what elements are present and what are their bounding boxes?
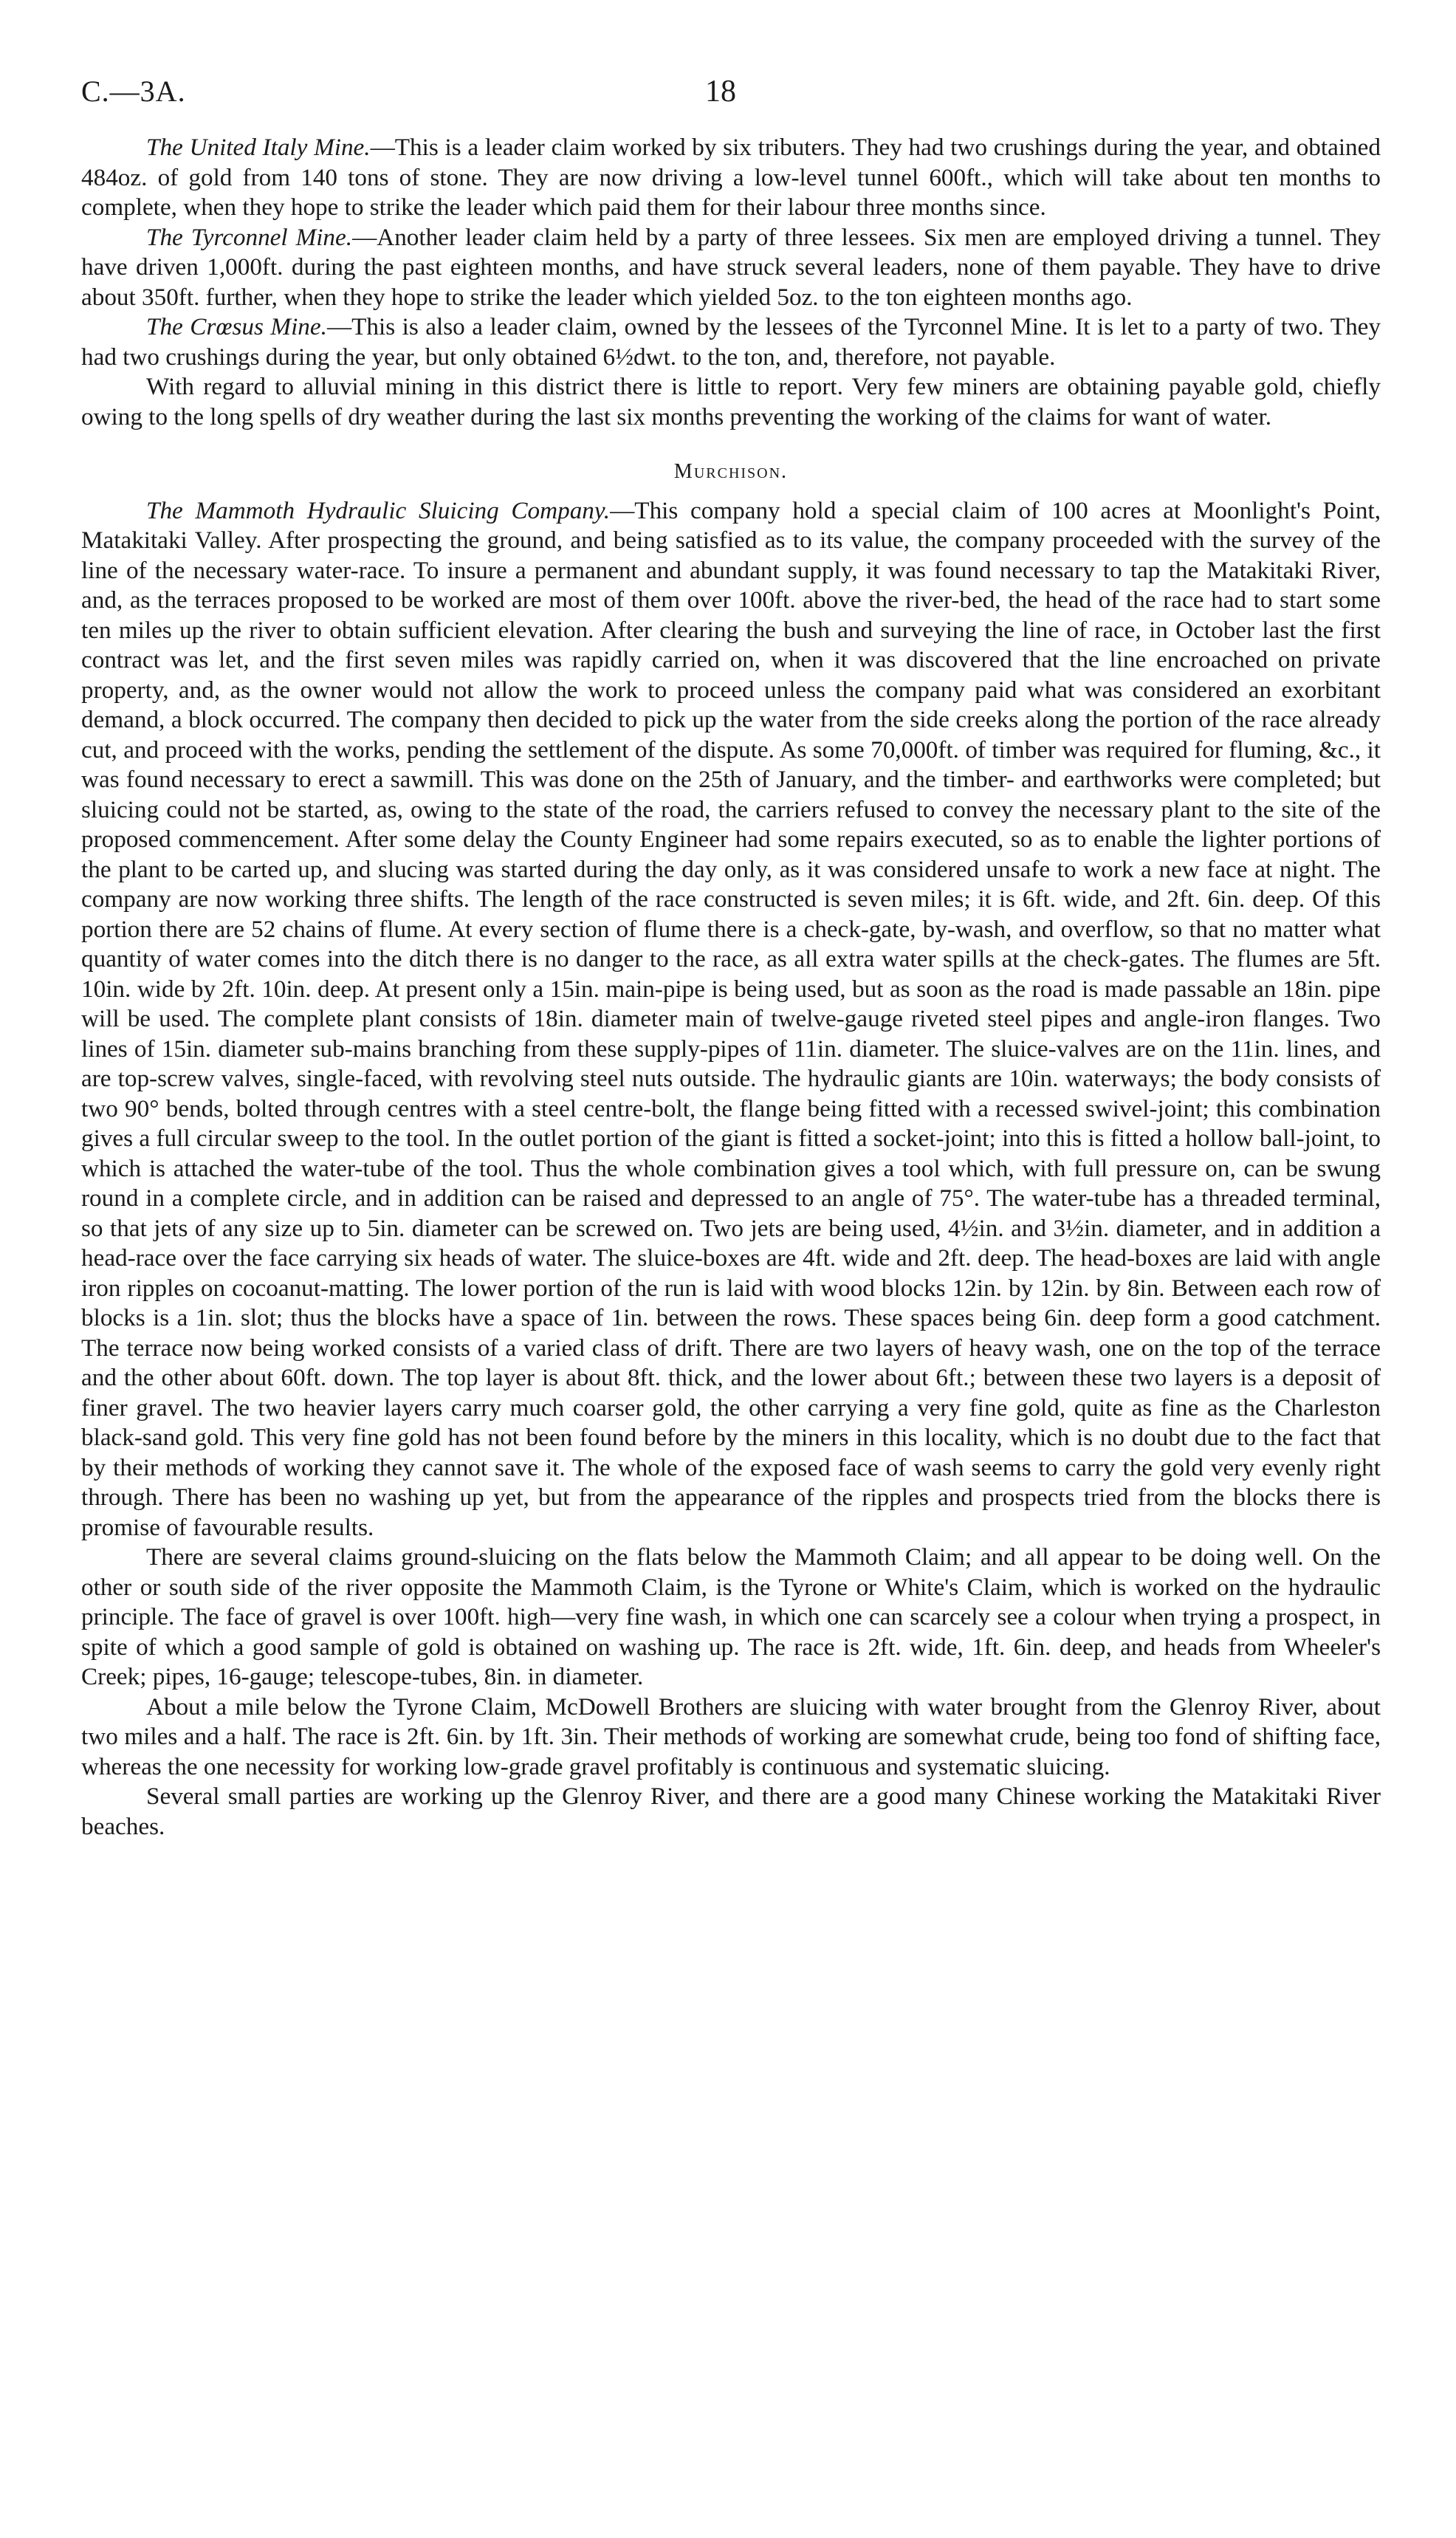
paragraph-text: About a mile below the Tyrone Claim, McDowell Brothers are sluicing with water brought from the Glenroy River, about two miles and a half. The race is 2ft. 6in. by 1ft. 3in. Their methods of working are somewhat crude, being too fond of shifting face, whereas the one necessity for working low-grade gravel profitably is continuous and systematic sluicing. [81,1692,1381,1780]
paragraph-lead: The Crœsus Mine. [146,313,327,340]
paragraph-text: —Another leader claim held by a party of three lessees. Six men are employed driving a tunnel. They have driven 1,000ft. during the past eighteen months, and have struck several leaders, none of them payable. They have to drive about 350ft. further, when they hope to strike the leader which yielded 5oz. to the ton eighteen months ago. [81,223,1381,311]
paragraph-text: With regard to alluvial mining in this district there is little to report. Very few miners are obtaining payable gold, chiefly owing to the long spells of dry weather during the last six months preventing the working of the claims for want of water. [81,373,1381,431]
paragraph-lead: The United Italy Mine. [146,134,371,161]
section-heading-murchison: Murchison. [673,460,789,483]
paragraph-mcdowell-brothers [81,1692,1381,1783]
paragraph-croesus-mine [81,312,1381,372]
document-page [81,74,1381,1842]
document-reference: C.—3A. [81,75,186,108]
page-header [81,74,1381,133]
paragraph-text: There are several claims ground-sluicing on the flats below the Mammoth Claim; and all appear to be doing well. On the other or south side of the river opposite the Mammoth Claim, is the Tyrone or White's Claim, which is worked on the hydraulic principle. The face of gravel is over 100ft. high—very fine wash, in which one can scarcely see a colour when trying a prospect, in spite of which a good sample of gold is obtained on washing up. The race is 2ft. wide, 1ft. 6in. deep, and heads from Wheeler's Creek; pipes, 16-gauge; telescope-tubes, 8in. in diameter. [81,1543,1381,1690]
paragraph-lead: The Mammoth Hydraulic Sluicing Company. [146,496,611,524]
page-number: 18 [705,75,736,109]
paragraph-text: —This company hold a special claim of 100 acres at Moonlight's Point, Matakitaki Valley. After prospecting the ground, and being satisfied as to its value, the company proceeded with the survey of the line of the necessary water-race. To insure a permanent and abundant supply, it was found necessary to tap the Matakitaki River, and, as the terraces proposed to be worked are most of them over 100ft. above the river-bed, the head of the race had to start some ten miles up the river to obtain sufficient elevation. After clearing the bush and surveying the line of race, in October last the first contract was let, and the first seven miles was rapidly carried on, when it was discovered that the line encroached on private property, and, as the owner would not allow the work to proceed unless the company paid what was considered an exorbitant demand, a block occurred. The company then decided to pick up the water from the side creeks along the portion of the race already cut, and proceed with the works, pending the settlement of the dispute. As some 70,000ft. of timber was required for fluming, &c., it was found necessary to erect a sawmill. This was done on the 25th of January, and the timber- and earthworks were completed; but sluicing could not be started, as, owing to the state of the road, the carriers refused to convey the necessary plant to the site of the proposed commencement. After some delay the County Engineer had some repairs executed, so as to enable the lighter portions of the plant to be carted up, and slucing was started during the day only, as it was considered unsafe to work a new face at night. The company are now working three shifts. The length of the race constructed is seven miles; it is 6ft. wide, and 2ft. 6in. deep. Of this portion there are 52 chains of flume. At every section of flume there is a check-gate, by-wash, and overflow, so that no matter what quantity of water comes into the ditch there is no danger to the race, as all extra water spills at the check-gates. The flumes are 5ft. 10in. wide by 2ft. 10in. deep. At present only a 15in. main-pipe is being used, but as soon as the road is made passable an 18in. pipe will be used. The complete plant consists of 18in. diameter main of twelve-gauge riveted steel pipes and angle-iron flanges. Two lines of 15in. diameter sub-mains branching from these supply-pipes of 11in. diameter. The sluice-valves are on the 11in. lines, and are top-screw valves, single-faced, with revolving steel nuts outside. The hydraulic giants are 10in. waterways; the body consists of two 90° bends, bolted through centres with a steel centre-bolt, the flange being fitted with a recessed swivel-joint; this combination gives a full circular sweep to the tool. In the outlet portion of the giant is fitted a socket-joint; into this is fitted a hollow ball-joint, to which is attached the water-tube of the tool. Thus the whole combination gives a tool which, with full pressure on, can be swung round in a complete circle, and in addition can be raised and depressed to an angle of 75°. The water-tube has a threaded terminal, so that jets of any size up to 5in. diameter can be screwed on. Two jets are being used, 4½in. and 3½in. diameter, and in addition a head-race over the face carrying six heads of water. The sluice-boxes are 4ft. wide and 2ft. deep. The head-boxes are laid with angle iron ripples on cocoanut-matting. The lower portion of the run is laid with wood blocks 12in. by 12in. by 8in. Between each row of blocks is a 1in. slot; thus the blocks have a space of 1in. between the rows. These spaces being 6in. deep form a good catchment. The terrace now being worked consists of a varied class of drift. There are two layers of heavy wash, one on the top of the terrace and the other about 60ft. down. The top layer is about 8ft. thick, and the lower about 6ft.; between these two layers is a deposit of finer gravel. The two heavier layers carry much coarser gold, the other carrying a very fine gold, quite as fine as the Charleston black-sand gold. This very fine gold has not been found before by the miners in this locality, which is no doubt due to the fact that by their methods of working they cannot save it. The whole of the exposed face of wash seems to carry the gold very evenly right through. There has been no washing up yet, but from the appearance of the ripples and prospects tried from the blocks there is promise of favourable results. [81,496,1381,1541]
paragraph-tyrconnel-mine [81,223,1381,313]
paragraph-mammoth-hydraulic [81,496,1381,1543]
paragraph-text: Several small parties are working up the Glenroy River, and there are a good many Chinese working the Matakitaki River beaches. [81,1783,1381,1840]
paragraph-text: —This is a leader claim worked by six tributers. They had two crushings during the year, and obtained 484oz. of gold from 140 tons of stone. They are now driving a low-level tunnel 600ft., which will take about ten months to complete, when they hope to strike the leader which paid them for their labour three months since. [81,134,1381,221]
paragraph-alluvial-mining [81,372,1381,432]
paragraph-text: —This is also a leader claim, owned by the lessees of the Tyrconnel Mine. It is let to a party of two. They had two crushings during the year, but only obtained 6½dwt. to the ton, and, therefore, not payable. [81,313,1381,371]
body-text [81,133,1381,1842]
paragraph-lead: The Tyrconnel Mine. [146,223,353,251]
paragraph-glenroy-parties [81,1782,1381,1842]
paragraph-united-italy-mine [81,133,1381,223]
paragraph-ground-sluicing-claims [81,1543,1381,1692]
